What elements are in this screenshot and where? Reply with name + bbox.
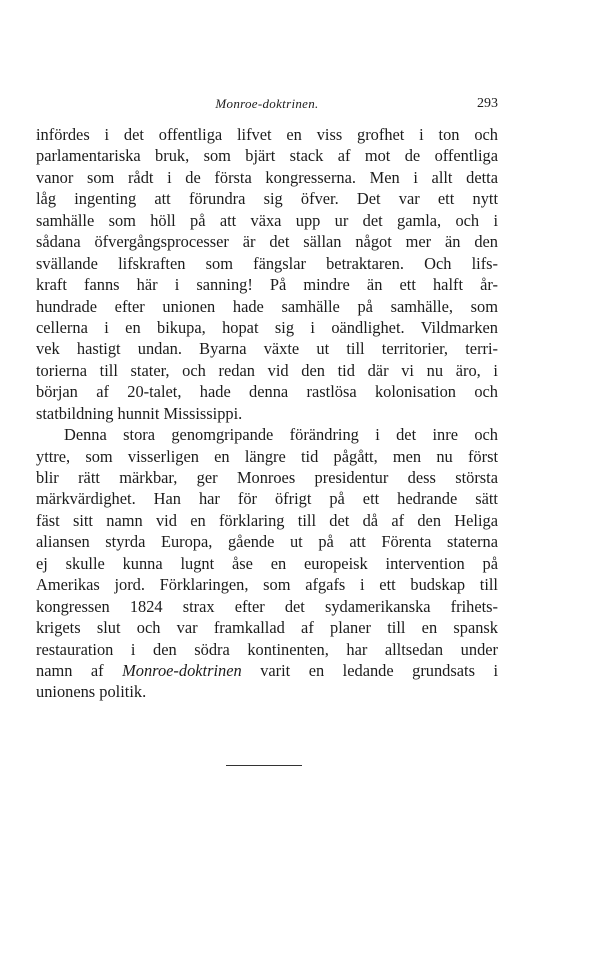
text-line: Denna stora genomgripande förändring i det inre och <box>64 425 498 445</box>
text-line: ej skulle kunna lugnt åse en europeisk intervention på <box>36 553 498 573</box>
text-line: restauration i den södra kontinenten, har alltsedan under <box>36 639 498 659</box>
running-head <box>36 96 498 116</box>
text-line: samhälle som höll på att växa upp ur det gamla, och i <box>36 210 498 230</box>
text-line: krigets slut och var framkallad af planer till en spansk <box>36 618 498 638</box>
text-line: låg ingenting att förundra sig öfver. Det var ett nytt <box>36 189 498 209</box>
text-line: vek hastigt undan. Byarna växte ut till territorier, terri- <box>36 339 498 359</box>
text-line: unionens politik. <box>36 682 147 702</box>
text-line: sådana öfvergångsprocesser är det sällan något mer än den <box>36 232 498 252</box>
paragraph-1 <box>36 124 498 424</box>
text-line: Amerikas jord. Förklaringen, som afgafs i ett budskap till <box>36 575 498 595</box>
text-line: början af 20-talet, hade denna rastlösa kolonisation och <box>36 382 498 402</box>
running-title: Monroe-doktrinen. <box>215 96 319 111</box>
text-line: statbildning hunnit Mississippi. <box>36 403 243 423</box>
text-line: infördes i det offentliga lifvet en viss grofhet i ton och <box>36 125 498 144</box>
paragraph-2 <box>36 424 498 703</box>
text-line: blir rätt märkbar, ger Monroes presidentur dess största <box>36 468 498 487</box>
text-line: cellerna i en bikupa, hopat sig i oändlighet. Vildmarken <box>36 317 498 337</box>
text-fragment: varit en ledande grundsats i <box>260 660 498 680</box>
end-rule <box>226 765 302 766</box>
text-line: svällande lifskraften som fängslar betraktaren. Och lifs- <box>36 253 498 273</box>
text-line-emphasis <box>36 660 498 681</box>
text-line: vanor som rådt i de första kongresserna. Men i allt detta <box>36 167 498 187</box>
text-line: kraft fanns här i sanning! På mindre än ett halft år- <box>36 275 498 295</box>
text-line: märkvärdighet. Han har för öfrigt på ett hedrande sätt <box>36 489 498 509</box>
text-line: hundrade efter unionen hade samhälle på samhälle, som <box>36 296 498 316</box>
text-line: fäst sitt namn vid en förklaring till det då af den Heliga <box>36 510 498 530</box>
text-line: yttre, som visserligen en längre tid pågått, men nu först <box>36 446 498 466</box>
doctrine-name-italic: Monroe-doktrinen <box>122 660 242 680</box>
text-line: kongressen 1824 strax efter det sydamerikanska frihets- <box>36 596 498 616</box>
text-line: aliansen styrda Europa, gående ut på att Förenta staterna <box>36 532 498 552</box>
body-text <box>36 124 498 703</box>
text-line: torierna till stater, och redan vid den tid där vi nu äro, i <box>36 360 498 380</box>
text-line: parlamentariska bruk, som bjärt stack af mot de offentliga <box>36 146 498 166</box>
text-fragment: namn af <box>36 660 104 680</box>
page-number: 293 <box>477 96 498 111</box>
